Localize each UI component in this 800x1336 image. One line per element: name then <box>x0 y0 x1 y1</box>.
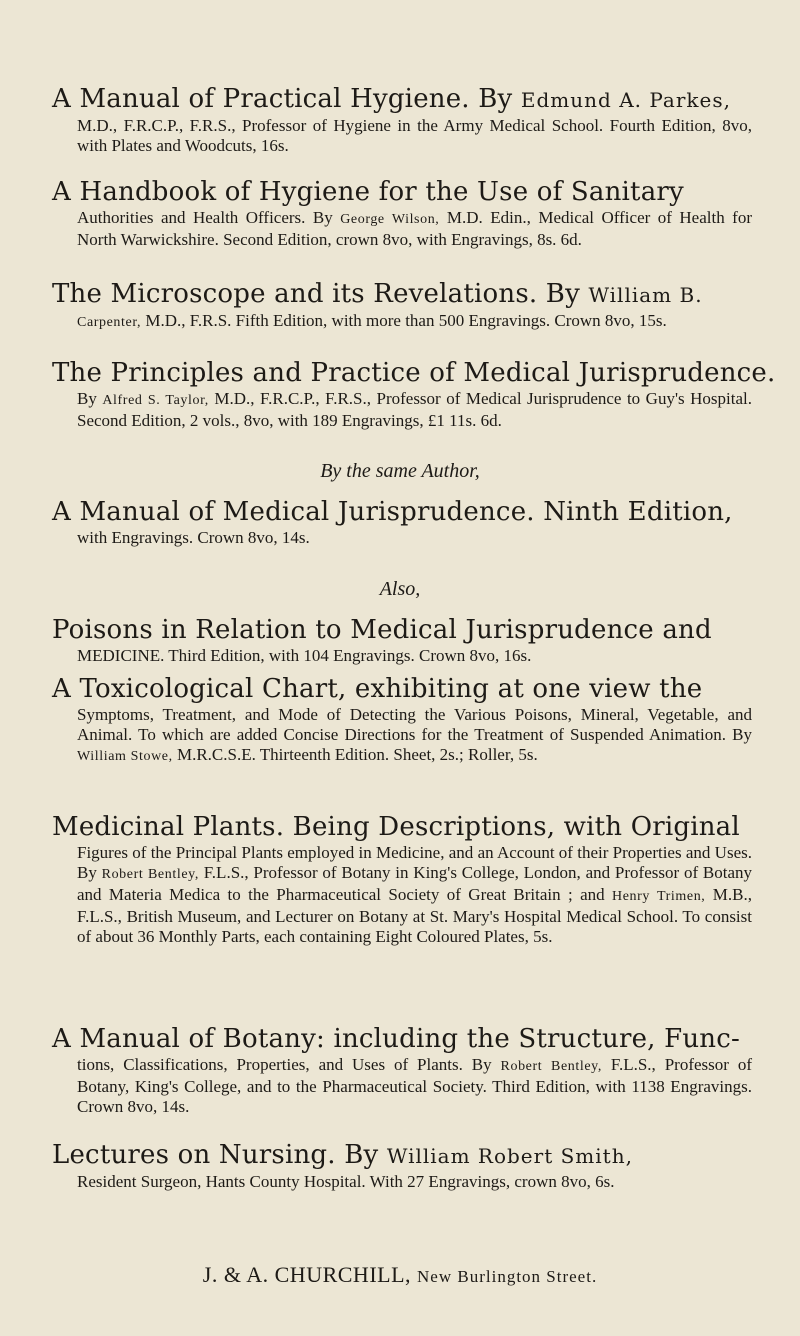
publisher-address: New Burlington Street. <box>417 1267 598 1286</box>
author-name: Alfred S. Taylor, <box>102 393 209 408</box>
book-title: Poisons in Relation to Medical Jurisprudence and <box>52 615 712 645</box>
author-name: William Stowe, <box>77 749 173 764</box>
book-title: A Manual of Medical Jurisprudence. Ninth Edition, <box>52 497 733 527</box>
book-title: A Toxicological Chart, exhibiting at one view the <box>52 674 703 704</box>
book-description: with Engravings. Crown 8vo, 14s. <box>77 528 310 547</box>
book-description: By Alfred S. Taylor, M.D., F.R.C.P., F.R.S., Professor of Medical Jurisprudence to Guy's Hospital. Second Edition, 2 vols., 8vo, with 189 Engravings, £1 11s. 6d. <box>77 389 752 430</box>
section-divider: By the same Author, <box>320 460 480 482</box>
author-name: Robert Bentley, <box>500 1059 602 1074</box>
book-description: Authorities and Health Officers. By George Wilson, M.D. Edin., Medical Officer of Health for North Warwickshire. Second Edition, crown 8vo, with Engravings, 8s. 6d. <box>77 208 752 249</box>
author-name: Robert Bentley, <box>101 867 199 882</box>
book-entry-medicinal-plants <box>52 812 752 947</box>
section-divider: Also, <box>379 578 421 600</box>
book-description: tions, Classifications, Properties, and Uses of Plants. By Robert Bentley, F.L.S., Professor of Botany, King's College, and to the Pharmaceutical Society. Third Edition, with 1138 Engravings. Crown 8vo, 14s. <box>77 1055 752 1116</box>
book-title: The Microscope and its Revelations. By William B. <box>52 279 703 309</box>
author-name: Henry Trimen, <box>612 889 706 904</box>
author-name: Edmund A. Parkes, <box>520 88 731 112</box>
book-title: A Manual of Practical Hygiene. By Edmund A. Parkes, <box>52 84 731 114</box>
book-entry-microscope <box>52 279 752 333</box>
book-entry-poisons <box>52 615 752 666</box>
book-entry-practical-hygiene <box>52 84 752 156</box>
book-entry-medical-jurisprudence-principles <box>52 358 776 431</box>
book-entry-manual-medical-jurisprudence <box>52 497 752 548</box>
book-description: Resident Surgeon, Hants County Hospital. With 27 Engravings, crown 8vo, 6s. <box>77 1172 615 1191</box>
author-name: Carpenter, <box>77 315 142 330</box>
book-description: MEDICINE. Third Edition, with 104 Engravings. Crown 8vo, 16s. <box>77 646 532 665</box>
author-name: William Robert Smith, <box>386 1144 633 1168</box>
book-description: Figures of the Principal Plants employed in Medicine, and an Account of their Properties and Uses. By Robert Bentley, F.L.S., Professor of Botany in King's College, London, and Professor of Botany and Materia Medica to the Pharmaceutical Society of Great Britain ; and Henry Trimen, M.B., F.L.S., British Museum, and Lecturer on Botany at St. Mary's Hospital Medical School. To consist of about 36 Monthly Parts, each containing Eight Coloured Plates, 5s. <box>77 843 752 946</box>
book-description: Symptoms, Treatment, and Mode of Detecting the Various Poisons, Mineral, Vegetable, and Animal. To which are added Concise Directions for the Treatment of Suspended Animation. By William Stowe, M.R.C.S.E. Thirteenth Edition. Sheet, 2s.; Roller, 5s. <box>77 705 752 764</box>
author-name: William B. <box>588 283 703 307</box>
book-title: Lectures on Nursing. By William Robert Smith, <box>52 1140 633 1170</box>
book-title: The Principles and Practice of Medical Jurisprudence. <box>52 358 776 388</box>
book-entry-manual-of-botany <box>52 1024 752 1117</box>
book-title: A Manual of Botany: including the Structure, Func- <box>52 1024 740 1054</box>
publisher-imprint: J. & A. CHURCHILL, New Burlington Street. <box>202 1262 598 1287</box>
book-entry-lectures-on-nursing <box>52 1140 752 1192</box>
book-description: Carpenter, M.D., F.R.S. Fifth Edition, with more than 500 Engravings. Crown 8vo, 15s. <box>77 311 667 330</box>
book-title: Medicinal Plants. Being Descriptions, with Original <box>52 812 740 842</box>
book-title: A Handbook of Hygiene for the Use of Sanitary <box>52 177 684 207</box>
book-entry-toxicological-chart <box>52 674 752 767</box>
book-description: M.D., F.R.C.P., F.R.S., Professor of Hygiene in the Army Medical School. Fourth Edition, 8vo, with Plates and Woodcuts, 16s. <box>77 116 752 155</box>
author-name: George Wilson, <box>340 212 440 227</box>
book-entry-handbook-hygiene <box>52 177 752 250</box>
